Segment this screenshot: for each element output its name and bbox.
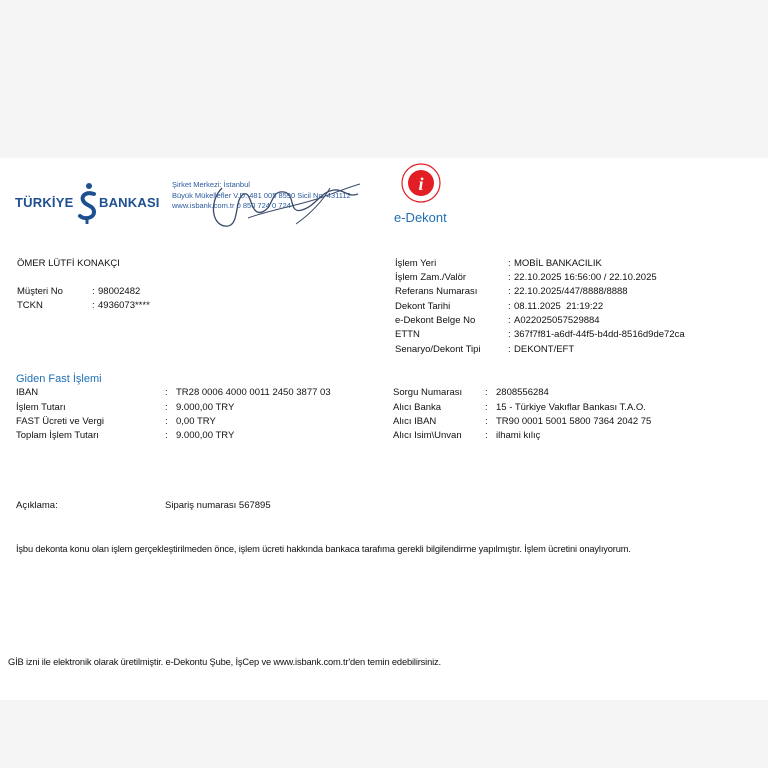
fast-label: Sorgu Numarası <box>393 387 463 398</box>
transaction-info-value: A022025057529884 <box>514 315 600 326</box>
description-label: Açıklama: <box>16 500 58 511</box>
fast-label: Alıcı Isim\Unvan <box>393 430 462 441</box>
separator: : <box>485 402 488 413</box>
fast-label: İşlem Tutarı <box>16 402 66 413</box>
separator: : <box>508 344 511 355</box>
edekont-label: e-Dekont <box>394 210 447 225</box>
signature-icon <box>200 168 370 236</box>
fast-value: TR90 0001 5001 5800 7364 2042 75 <box>496 416 652 427</box>
fast-value: 9.000,00 TRY <box>176 402 235 413</box>
fast-value: 2808556284 <box>496 387 549 398</box>
separator: : <box>508 329 511 340</box>
fast-label: FAST Ücreti ve Vergi <box>16 416 104 427</box>
transaction-info-label: İşlem Zam./Valör <box>395 272 467 283</box>
bank-logo <box>15 182 160 222</box>
fast-value: 0,00 TRY <box>176 416 216 427</box>
transaction-info-value: DEKONT/EFT <box>514 344 575 355</box>
customer-name: ÖMER LÜTFİ KONAKÇI <box>17 258 120 269</box>
company-address: Şirket Merkezi: İstanbul <box>172 180 250 189</box>
transaction-info-value: 22.10.2025 16:56:00 / 22.10.2025 <box>514 272 657 283</box>
separator: : <box>165 402 168 413</box>
consent-notice: İşbu dekonta konu olan işlem gerçekleştirilmeden önce, işlem ücreti hakkında bankaca tarafıma gerekli bilgilendirme yapılmıştır. İşlem ücretini onaylıyorum. <box>16 544 631 554</box>
bank-emblem-icon <box>75 182 101 224</box>
fast-label: Alıcı Banka <box>393 402 442 413</box>
fast-label: Toplam İşlem Tutarı <box>16 430 99 441</box>
customer-no-label: Müşteri No <box>17 286 63 297</box>
transaction-info-value: MOBİL BANKACILIK <box>514 258 602 269</box>
fast-value: 15 - Türkiye Vakıflar Bankası T.A.O. <box>496 402 646 413</box>
tckn-label: TCKN <box>17 300 43 311</box>
separator: : <box>485 430 488 441</box>
transaction-info-label: ETTN <box>395 329 420 340</box>
separator: : <box>508 301 511 312</box>
separator: : <box>92 300 95 311</box>
transaction-info-label: Senaryo/Dekont Tipi <box>395 344 481 355</box>
separator: : <box>508 272 511 283</box>
bank-name-right: BANKASI <box>99 195 160 210</box>
fast-label: Alıcı IBAN <box>393 416 437 427</box>
transaction-info-value: 22.10.2025/447/8888/8888 <box>514 286 628 297</box>
customer-no-value: 98002482 <box>98 286 141 297</box>
edekont-badge-letter: i <box>418 174 424 194</box>
fast-label: IBAN <box>16 387 39 398</box>
separator: : <box>485 416 488 427</box>
transaction-info-label: İşlem Yeri <box>395 258 437 269</box>
separator: : <box>165 416 168 427</box>
separator: : <box>508 286 511 297</box>
separator: : <box>165 387 168 398</box>
receipt-document <box>0 158 768 700</box>
transaction-info-label: Referans Numarası <box>395 286 478 297</box>
separator: : <box>508 258 511 269</box>
separator: : <box>92 286 95 297</box>
tckn-value: 4936073**** <box>98 300 150 311</box>
company-contact: www.isbank.com.tr 0 850 724 0 724 <box>172 201 291 210</box>
transaction-info-value: 367f7f81-a6df-44f5-b4dd-8516d9de72ca <box>514 329 685 340</box>
separator: : <box>485 387 488 398</box>
separator: : <box>508 315 511 326</box>
transaction-info-value: 08.11.2025 21:19:22 <box>514 301 604 312</box>
description-value: Sipariş numarası 567895 <box>165 500 271 511</box>
fast-value: TR28 0006 4000 0011 2450 3877 03 <box>176 387 331 398</box>
company-tax-info: Büyük Mükellefler V.D. 481 005 8590 Sicil No: 431112 <box>172 190 351 200</box>
transaction-info-label: e-Dekont Belge No <box>395 315 476 326</box>
fast-value: ilhami kılıç <box>496 430 541 441</box>
transaction-info-label: Dekont Tarihi <box>395 301 451 312</box>
footer-note: GİB izni ile elektronik olarak üretilmiştir. e-Dekontu Şube, İşCep ve www.isbank.com.tr'den temin edebilirsiniz. <box>8 657 441 667</box>
fast-section-title: Giden Fast İşlemi <box>16 373 102 385</box>
separator: : <box>165 430 168 441</box>
fast-value: 9.000,00 TRY <box>176 430 235 441</box>
bank-name-left: TÜRKİYE <box>15 195 74 210</box>
edekont-badge-icon <box>400 162 442 204</box>
edekont-logo <box>394 162 464 224</box>
